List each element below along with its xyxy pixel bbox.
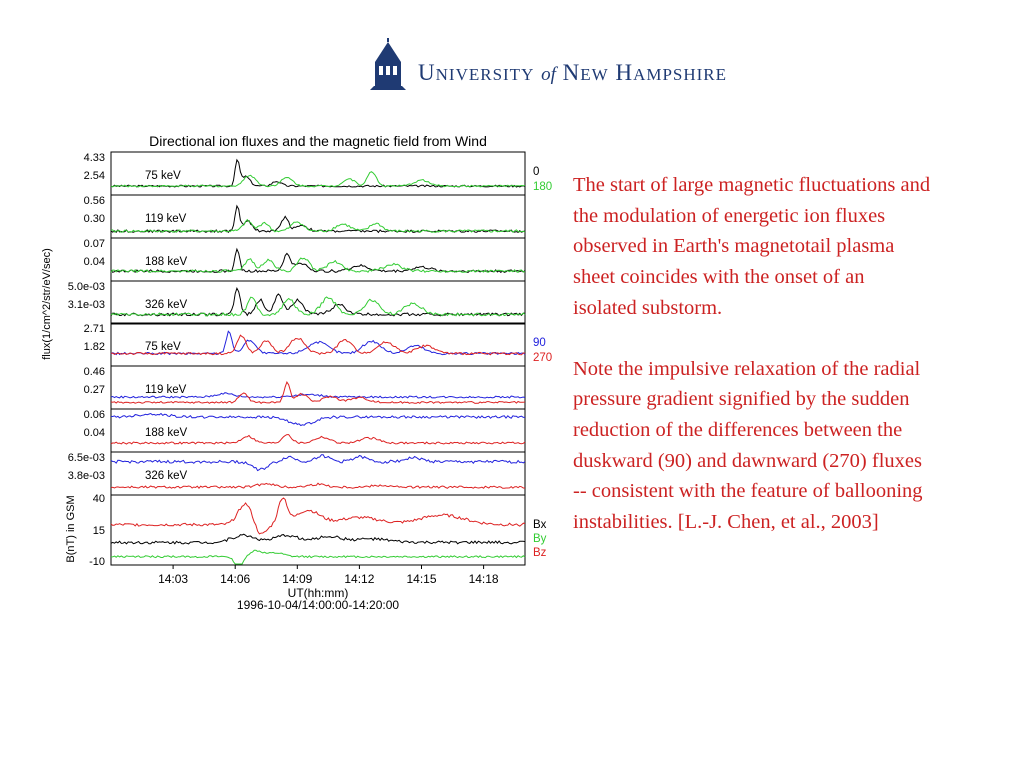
y-tick-label: 0.56 <box>83 195 105 207</box>
series-line <box>111 550 525 564</box>
y-tick-label: 0.46 <box>83 366 105 378</box>
panel-energy-label: 326 keV <box>145 299 188 311</box>
panel-energy-label: 326 keV <box>145 470 188 482</box>
chart-title: Directional ion fluxes and the magnetic field from Wind <box>149 133 487 149</box>
series-line <box>111 455 525 471</box>
plot-panel <box>84 152 525 195</box>
panel-energy-label: 75 keV <box>145 170 181 182</box>
x-axis <box>158 565 499 586</box>
y-tick-label: 0.04 <box>83 427 105 439</box>
plot-panel <box>68 281 525 324</box>
panel-energy-label: 119 keV <box>145 213 187 225</box>
plot-panels <box>68 152 525 586</box>
logo-word-rest: NIVERSITY <box>435 65 535 84</box>
panel-energy-label: 188 keV <box>145 427 188 439</box>
panel-energy-label: 119 keV <box>145 384 187 396</box>
plot-panel <box>84 195 525 238</box>
legend-flux-direction <box>533 337 552 364</box>
plot-panel <box>84 366 525 409</box>
y-tick-label: 0.27 <box>83 384 105 396</box>
y-tick-label: 6.5e-03 <box>67 452 105 464</box>
series-line <box>111 534 525 544</box>
y-tick-label: 1.82 <box>83 341 105 353</box>
x-tick-label: 14:18 <box>468 572 499 586</box>
x-tick-label: 14:12 <box>344 572 375 586</box>
annotation-text <box>573 170 933 538</box>
note-paragraph-2: Note the impulsive relaxation of the radial pressure gradient signified by the sudden reduction of the differences between the duskward (90) and dawnward (270) fluxes -- consistent with the feature of ballooning instabilities. [L.-J. Chen, et al., 2003] <box>573 357 923 534</box>
wind-flux-chart <box>0 0 560 620</box>
y-axis-label-b: B(nT) in GSM <box>65 495 77 563</box>
logo-word-rest: EW <box>580 65 609 84</box>
y-tick-label: 15 <box>92 525 105 537</box>
y-tick-label: 40 <box>92 493 105 505</box>
y-tick-label: 2.71 <box>83 323 105 335</box>
legend-entry: 270 <box>533 352 553 364</box>
legend-entry: 0 <box>533 166 540 178</box>
series-line <box>111 414 525 426</box>
y-tick-label: 0.07 <box>83 238 105 250</box>
x-axis-label: UT(hh:mm) <box>287 586 349 600</box>
x-axis-subtitle: 1996-10-04/14:00:00-14:20:00 <box>236 598 400 612</box>
legend-entry: 180 <box>533 181 553 193</box>
y-tick-label: 5.0e-03 <box>67 281 105 293</box>
panel-energy-label: 188 keV <box>145 256 188 268</box>
panel-frame <box>111 495 525 565</box>
plot-panel <box>84 409 525 452</box>
x-tick-label: 14:09 <box>282 572 313 586</box>
y-tick-label: 4.33 <box>83 152 105 164</box>
logo-word-initial: H <box>615 60 634 85</box>
panel-energy-label: 75 keV <box>145 341 181 353</box>
note-paragraph-1: The start of large magnetic fluctuations and the modulation of energetic ion fluxes observed in Earth's magnetotail plasma sheet coincides with the onset of an isolated substorm. <box>573 174 931 319</box>
y-tick-label: 0.30 <box>83 213 105 225</box>
y-tick-label: 0.06 <box>83 409 105 421</box>
legend-entry: Bz <box>533 547 547 559</box>
logo-word-rest: AMPSHIRE <box>633 65 728 84</box>
y-tick-label: 2.54 <box>83 170 105 182</box>
x-tick-label: 14:15 <box>406 572 437 586</box>
x-tick-label: 14:06 <box>220 572 251 586</box>
y-axis-label-flux: flux(1/cm^2/str/eV/sec) <box>41 248 53 360</box>
legend-flux-pitch <box>533 166 552 193</box>
x-tick-label: 14:03 <box>158 572 189 586</box>
legend-entry: Bx <box>533 519 547 531</box>
y-tick-label: 0.04 <box>83 256 105 268</box>
y-tick-label: -10 <box>89 556 105 568</box>
plot-panel <box>84 323 525 366</box>
legend-field-components <box>533 519 547 559</box>
logo-of: of <box>541 64 556 85</box>
plot-panel <box>68 452 525 495</box>
legend-entry: By <box>533 533 547 545</box>
chart-legends <box>533 166 552 559</box>
y-tick-label: 3.1e-03 <box>67 299 105 311</box>
y-tick-label: 3.8e-03 <box>67 470 105 482</box>
series-line <box>111 498 525 534</box>
plot-panel <box>89 493 525 568</box>
legend-entry: 90 <box>533 337 546 349</box>
logo-word-initial: N <box>562 60 581 85</box>
logo-word-initial: U <box>418 60 436 85</box>
series-line <box>111 483 525 488</box>
plot-panel <box>84 238 525 281</box>
